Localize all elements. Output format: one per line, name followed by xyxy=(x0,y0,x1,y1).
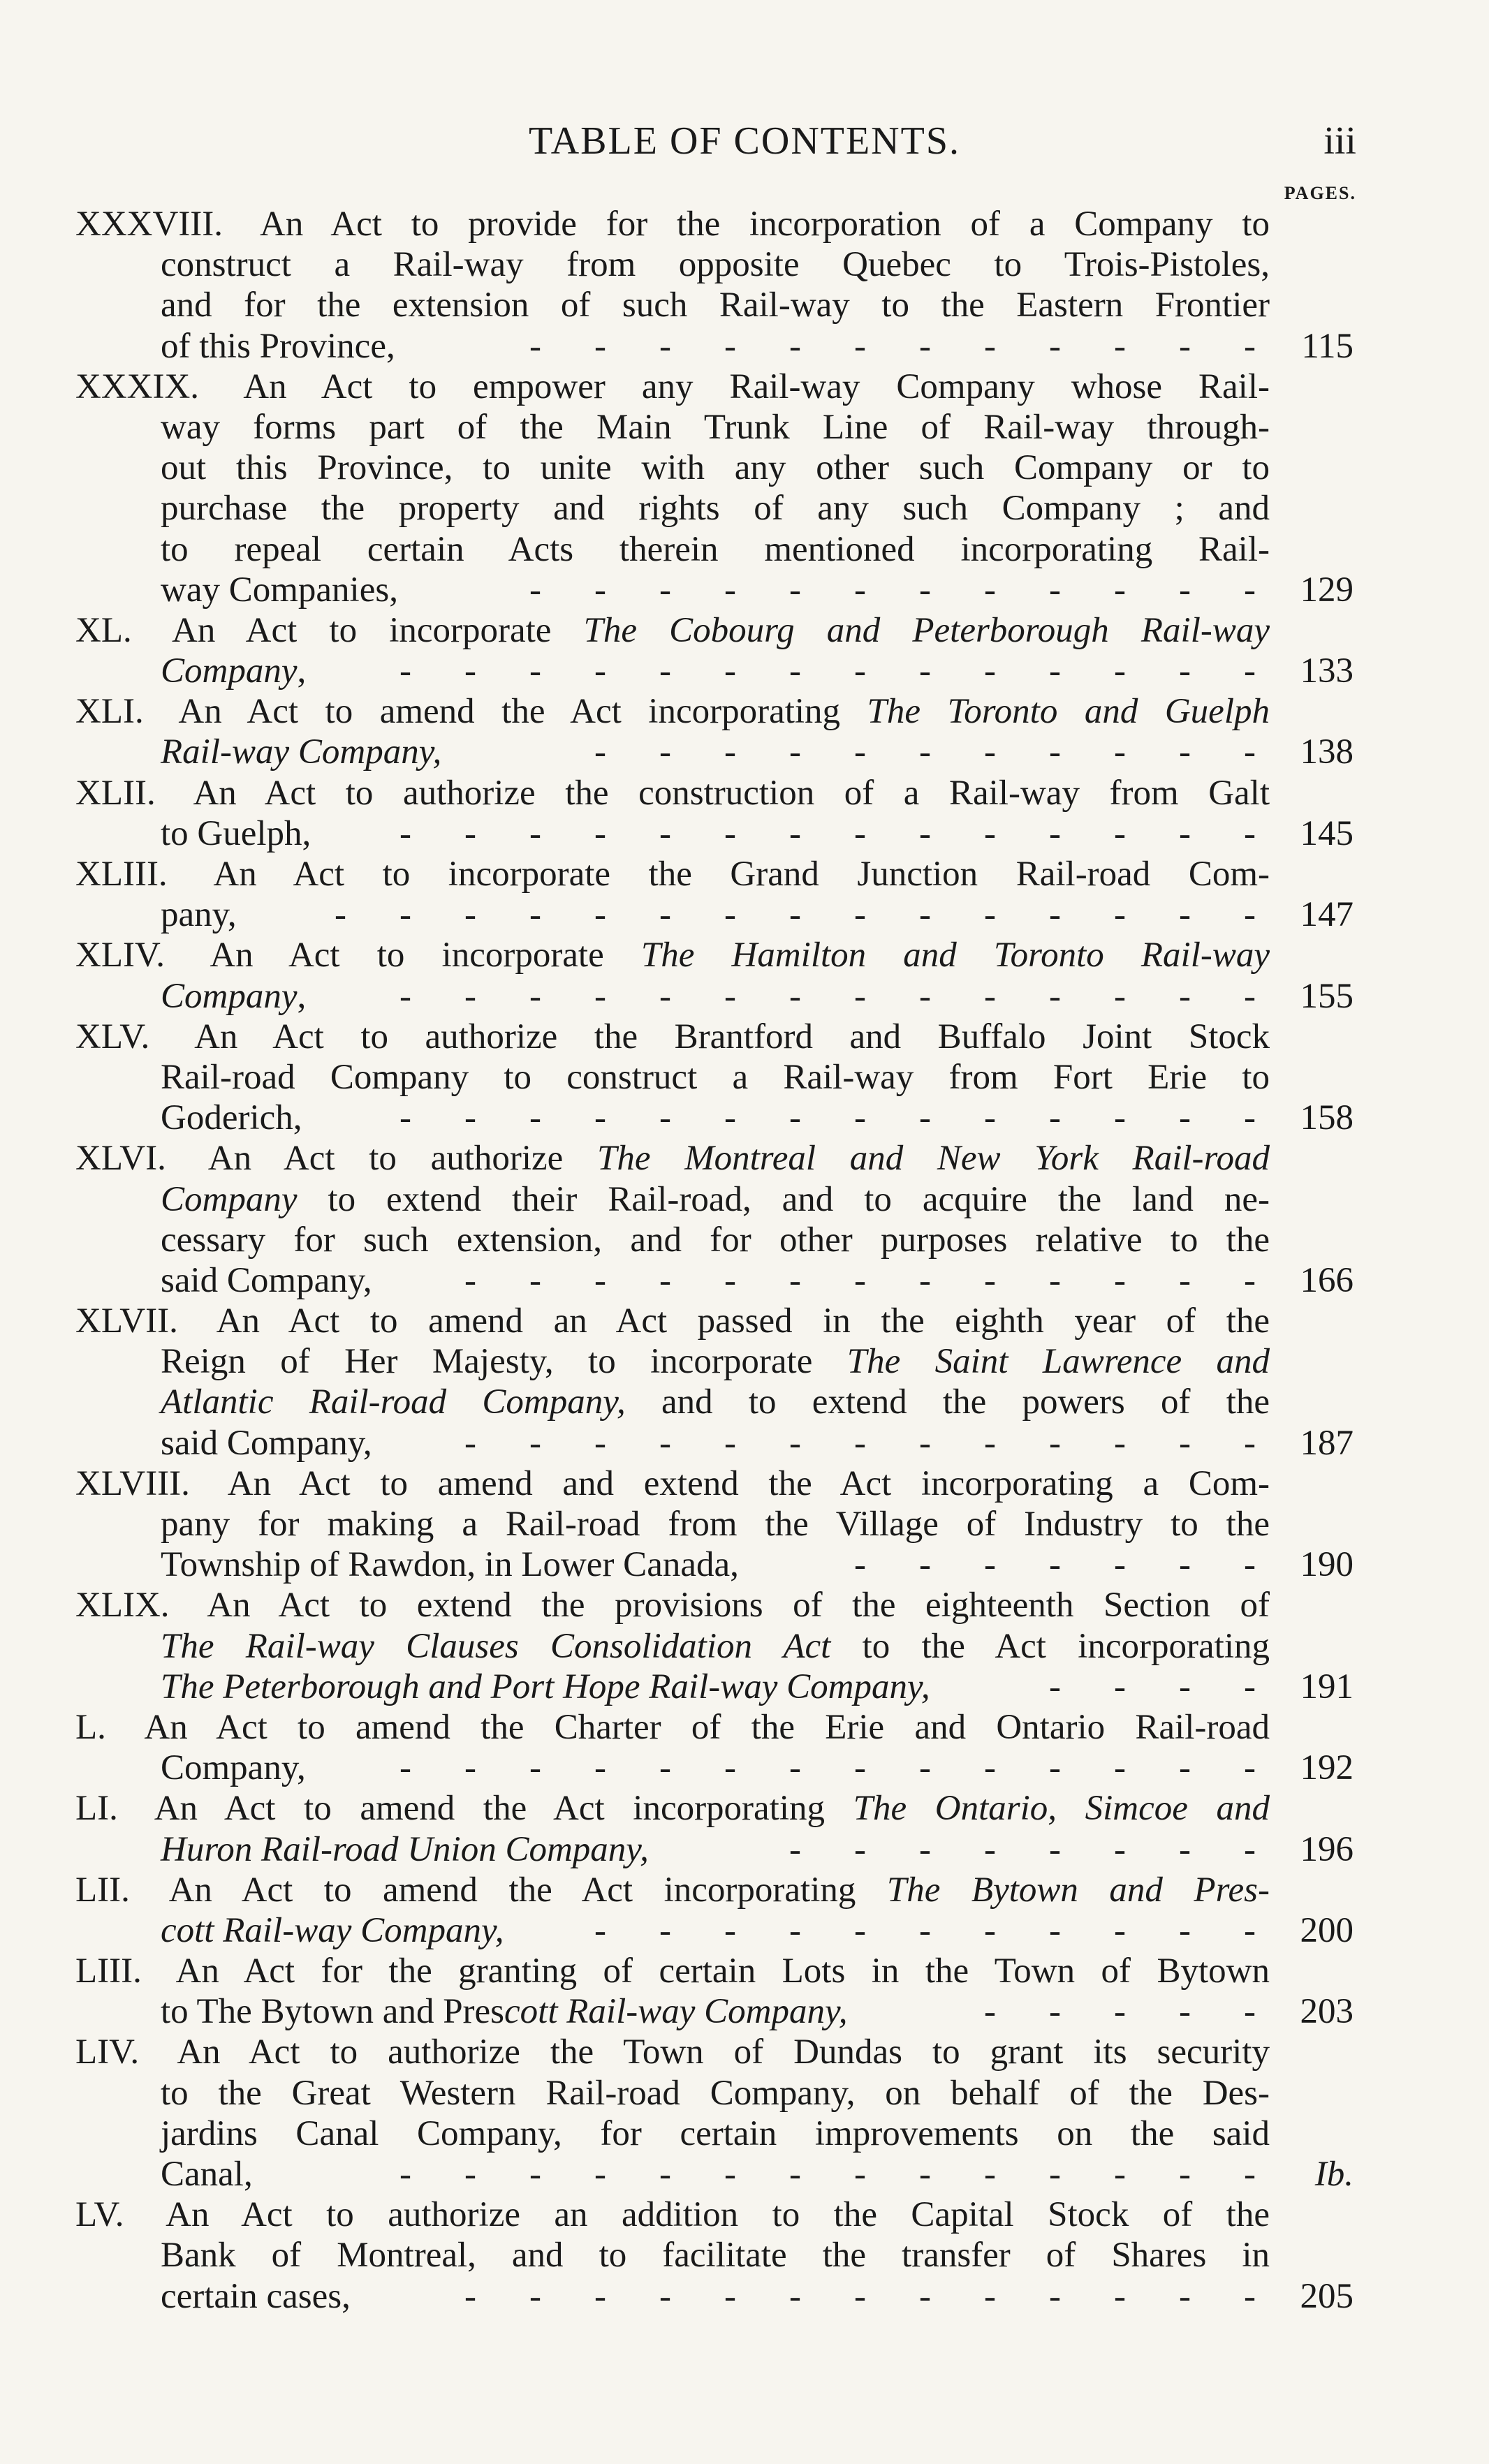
act-title-text: An Act to amend the Act incorporating The Toronto and Guelph xyxy=(178,692,1270,732)
page-number: iii xyxy=(1323,119,1356,163)
page-reference: 158 xyxy=(1300,1098,1354,1138)
toc-entry-line xyxy=(75,570,1354,610)
act-number: LV. xyxy=(75,2195,124,2235)
act-number: XLVI. xyxy=(75,1139,166,1179)
act-title-text: pany for making a Rail-road from the Village of Industry to the xyxy=(161,1505,1270,1544)
toc-entry-line xyxy=(75,1910,1354,1951)
act-title-text: An Act to amend the Act incorporating The Ontario, Simcoe and xyxy=(154,1789,1270,1829)
toc-entry-line xyxy=(75,1098,1354,1138)
act-title-text: jardins Canal Company, for certain improvements on the said xyxy=(161,2113,1270,2153)
dot-leader: - - - - - - - - - - - - - xyxy=(464,2276,1256,2316)
toc-entry-line xyxy=(75,244,1354,285)
page-reference: 133 xyxy=(1300,651,1354,691)
toc-entry-line xyxy=(75,651,1354,691)
toc-entry xyxy=(75,1951,1354,2032)
toc-entry xyxy=(75,1788,1354,1869)
toc-entry-line xyxy=(75,1707,1354,1748)
act-number: XLI. xyxy=(75,692,144,732)
act-title-text: Company, xyxy=(161,651,307,691)
act-number: XLIX. xyxy=(75,1586,170,1625)
act-title-text: Canal, xyxy=(161,2155,253,2194)
act-title-text: An Act for the granting of certain Lots in the Town of Bytown xyxy=(175,1952,1270,1991)
act-number: XXXVIII. xyxy=(75,205,223,244)
toc-entry-line xyxy=(75,1301,1354,1341)
page-reference: 138 xyxy=(1300,732,1354,772)
toc-entry xyxy=(75,1870,1354,1951)
dot-leader: - - - - xyxy=(1049,1667,1256,1706)
toc-entry xyxy=(75,367,1354,610)
toc-entry-line xyxy=(75,1829,1354,1870)
act-number: XLVIII. xyxy=(75,1463,190,1503)
dot-leader: - - - - - - - - xyxy=(789,1829,1256,1869)
act-title-text: An Act to extend the provisions of the eighteenth Section of xyxy=(207,1586,1270,1625)
toc-entry-line xyxy=(75,1423,1354,1463)
act-number: XLII. xyxy=(75,773,156,813)
act-title-text: An Act to authorize an addition to the Capital Stock of the xyxy=(166,2195,1270,2235)
page-reference: 190 xyxy=(1300,1545,1354,1585)
act-title-text: An Act to incorporate The Hamilton and Toronto Rail-way xyxy=(210,936,1270,975)
dot-leader: - - - - - - - - - - - - - - xyxy=(399,2155,1256,2194)
act-title-text: Bank of Montreal, and to facilitate the transfer of Shares in xyxy=(161,2236,1270,2275)
act-title-text: An Act to authorize The Montreal and New York Rail-road xyxy=(207,1139,1270,1179)
toc-entry-line xyxy=(75,1382,1354,1422)
dot-leader: - - - - - xyxy=(984,1992,1256,2032)
act-title-text: An Act to amend and extend the Act incorporating a Com- xyxy=(227,1463,1270,1503)
toc-entry-line xyxy=(75,773,1354,813)
act-title-text: The Peterborough and Port Hope Rail-way Company, xyxy=(161,1667,930,1706)
act-title-text: of this Province, xyxy=(161,326,395,366)
dot-leader: - - - - - - - - - - - - xyxy=(529,326,1256,366)
toc-entry-line xyxy=(75,854,1354,894)
dot-leader: - - - - - - - - - - - - - - xyxy=(399,651,1256,691)
act-title-text: way Companies, xyxy=(161,570,398,610)
act-title-text: An Act to amend the Act incorporating The Bytown and Pres- xyxy=(168,1870,1270,1910)
act-number: LIII. xyxy=(75,1952,142,1991)
toc-entry-line xyxy=(75,1220,1354,1260)
toc-entry xyxy=(75,935,1354,1016)
act-title-text: An Act to incorporate the Grand Junction Rail-road Com- xyxy=(213,855,1270,894)
toc-entry xyxy=(75,1301,1354,1463)
toc-entry-line xyxy=(75,488,1354,529)
toc-entry-line xyxy=(75,1341,1354,1382)
toc-entry-line xyxy=(75,1788,1354,1829)
act-number: XLIV. xyxy=(75,936,165,975)
toc-entry-line xyxy=(75,1585,1354,1625)
act-title-text: way forms part of the Main Trunk Line of Rail-way through- xyxy=(161,407,1270,447)
act-number: XXXIX. xyxy=(75,367,200,406)
toc-entry-line xyxy=(75,1991,1354,2032)
toc-entry-line xyxy=(75,1504,1354,1544)
act-title-text: Huron Rail-road Union Company, xyxy=(161,1829,649,1869)
toc-entry-line xyxy=(75,285,1354,325)
page-reference: 166 xyxy=(1300,1260,1354,1300)
toc-entry-line xyxy=(75,204,1354,244)
toc-entry xyxy=(75,2194,1354,2317)
act-title-text: An Act to authorize the Town of Dundas to grant its security xyxy=(177,2033,1270,2072)
toc-entry xyxy=(75,1463,1354,1586)
act-title-text: An Act to empower any Rail-way Company whose Rail- xyxy=(243,367,1270,406)
act-title-text: Company, xyxy=(161,976,307,1016)
toc-entry xyxy=(75,773,1354,854)
act-title-text: Atlantic Rail-road Company, and to extend the powers of the xyxy=(161,1382,1270,1422)
toc-entry-line xyxy=(75,1544,1354,1585)
toc-entry xyxy=(75,854,1354,935)
toc-entry-line xyxy=(75,1260,1354,1301)
page-reference: 191 xyxy=(1300,1667,1354,1706)
toc-entry-line xyxy=(75,1138,1354,1179)
page-title: TABLE OF CONTENTS. xyxy=(529,119,960,163)
dot-leader: - - - - - - - - - - - - - - - xyxy=(335,895,1256,935)
act-number: L. xyxy=(75,1707,106,1747)
act-number: XLV. xyxy=(75,1017,150,1056)
toc-entry-line xyxy=(75,691,1354,732)
act-title-text: to repeal certain Acts therein mentioned incorporating Rail- xyxy=(161,529,1270,569)
page-reference: Ib. xyxy=(1314,2155,1354,2194)
toc-entry-line xyxy=(75,2276,1354,2317)
page-reference: 187 xyxy=(1300,1423,1354,1463)
act-number: XLIII. xyxy=(75,855,168,894)
toc-entry-line xyxy=(75,732,1354,772)
act-title-text: to Guelph, xyxy=(161,813,311,853)
toc-entry-line xyxy=(75,448,1354,488)
dot-leader: - - - - - - - - - - - xyxy=(594,732,1256,772)
page-reference: 129 xyxy=(1300,570,1354,610)
toc-entry-line xyxy=(75,1463,1354,1504)
toc-entry-line xyxy=(75,2235,1354,2275)
dot-leader: - - - - - - - - - - - - - xyxy=(464,1260,1256,1300)
act-title-text: The Rail-way Clauses Consolidation Act to the Act incorporating xyxy=(161,1626,1270,1666)
act-title-text: said Company, xyxy=(161,1260,372,1300)
toc-entry-line xyxy=(75,610,1354,651)
dot-leader: - - - - - - - - - - - xyxy=(594,1910,1256,1950)
page-reference: 196 xyxy=(1300,1829,1354,1869)
toc-entry-line xyxy=(75,529,1354,570)
page-reference: 192 xyxy=(1300,1748,1354,1788)
toc-entry-line xyxy=(75,813,1354,854)
toc-entry-line xyxy=(75,1017,1354,1057)
pages-column-label: PAGES. xyxy=(1284,183,1356,203)
page-reference: 200 xyxy=(1300,1910,1354,1950)
act-title-text: pany, xyxy=(161,895,237,935)
page-reference: 147 xyxy=(1300,895,1354,935)
act-title-text: purchase the property and rights of any such Company ; and xyxy=(161,489,1270,529)
toc-entry-line xyxy=(75,326,1354,367)
act-number: LI. xyxy=(75,1789,118,1829)
toc-entry xyxy=(75,1585,1354,1707)
toc-entry-line xyxy=(75,976,1354,1017)
page-reference: 155 xyxy=(1300,976,1354,1016)
toc-entry-line xyxy=(75,2113,1354,2154)
act-title-text: construct a Rail-way from opposite Quebec to Trois-Pistoles, xyxy=(161,245,1270,285)
act-title-text: Reign of Her Majesty, to incorporate The Saint Lawrence and xyxy=(161,1342,1270,1382)
dot-leader: - - - - - - - - - - - - - - xyxy=(399,1748,1256,1788)
toc-entry-line xyxy=(75,2154,1354,2194)
toc-entry xyxy=(75,1707,1354,1788)
page-reference: 145 xyxy=(1300,813,1354,853)
act-title-text: Township of Rawdon, in Lower Canada, xyxy=(161,1545,739,1585)
act-title-text: Rail-road Company to construct a Rail-way from Fort Erie to xyxy=(161,1057,1270,1097)
toc-entry-line xyxy=(75,894,1354,935)
toc-entry-line xyxy=(75,2194,1354,2235)
toc-entry-line xyxy=(75,1748,1354,1788)
toc-entry-line xyxy=(75,935,1354,975)
dot-leader: - - - - - - - - - - - - - - xyxy=(399,1098,1256,1138)
act-title-text: Goderich, xyxy=(161,1098,302,1138)
dot-leader: - - - - - - - - - - - - - - xyxy=(399,976,1256,1016)
act-title-text: An Act to authorize the Brantford and Buffalo Joint Stock xyxy=(194,1017,1270,1056)
toc-entry-line xyxy=(75,1179,1354,1220)
act-title-text: said Company, xyxy=(161,1423,372,1463)
toc-entry xyxy=(75,610,1354,691)
toc-entry xyxy=(75,1138,1354,1301)
act-title-text: to The Bytown and Prescott Rail-way Company, xyxy=(161,1992,848,2032)
toc-entry-line xyxy=(75,1667,1354,1707)
toc-entry-line xyxy=(75,367,1354,407)
contents-list xyxy=(75,204,1354,2317)
act-title-text: An Act to amend the Charter of the Erie and Ontario Rail-road xyxy=(144,1707,1270,1747)
toc-entry-line xyxy=(75,1057,1354,1098)
act-number: LIV. xyxy=(75,2033,140,2072)
act-title-text: cessary for such extension, and for other purposes relative to the xyxy=(161,1220,1270,1260)
dot-leader: - - - - - - - xyxy=(854,1545,1256,1585)
dot-leader: - - - - - - - - - - - - xyxy=(529,570,1256,610)
page-reference: 205 xyxy=(1300,2276,1354,2316)
dot-leader: - - - - - - - - - - - - - xyxy=(464,1423,1256,1463)
page-reference: 203 xyxy=(1300,1992,1354,2032)
toc-entry xyxy=(75,2032,1354,2194)
toc-entry xyxy=(75,1017,1354,1139)
act-number: XLVII. xyxy=(75,1301,178,1341)
act-title-text: An Act to incorporate The Cobourg and Peterborough Rail-way xyxy=(172,610,1270,650)
toc-entry-line xyxy=(75,1870,1354,1910)
toc-entry xyxy=(75,204,1354,367)
act-number: LII. xyxy=(75,1870,130,1910)
act-title-text: to the Great Western Rail-road Company, on behalf of the Des- xyxy=(161,2073,1270,2113)
page-reference: 115 xyxy=(1301,326,1354,366)
act-title-text: out this Province, to unite with any other such Company or to xyxy=(161,448,1270,488)
act-title-text: Company to extend their Rail-road, and to acquire the land ne- xyxy=(161,1179,1270,1219)
page-header xyxy=(0,119,1489,175)
act-title-text: Rail-way Company, xyxy=(161,732,442,772)
dot-leader: - - - - - - - - - - - - - - xyxy=(399,813,1256,853)
toc-entry xyxy=(75,691,1354,772)
toc-entry-line xyxy=(75,407,1354,448)
act-title-text: Company, xyxy=(161,1748,306,1788)
act-title-text: certain cases, xyxy=(161,2276,351,2316)
toc-entry-line xyxy=(75,1626,1354,1667)
toc-entry-line xyxy=(75,2073,1354,2113)
act-title-text: An Act to provide for the incorporation of a Company to xyxy=(260,205,1270,244)
act-title-text: An Act to authorize the construction of a Rail-way from Galt xyxy=(193,773,1270,813)
act-title-text: and for the extension of such Rail-way to the Eastern Frontier xyxy=(161,286,1270,325)
act-number: XL. xyxy=(75,610,132,650)
toc-entry-line xyxy=(75,1951,1354,1991)
act-title-text: An Act to amend an Act passed in the eighth year of the xyxy=(216,1301,1270,1341)
toc-entry-line xyxy=(75,2032,1354,2072)
act-title-text: cott Rail-way Company, xyxy=(161,1910,504,1950)
